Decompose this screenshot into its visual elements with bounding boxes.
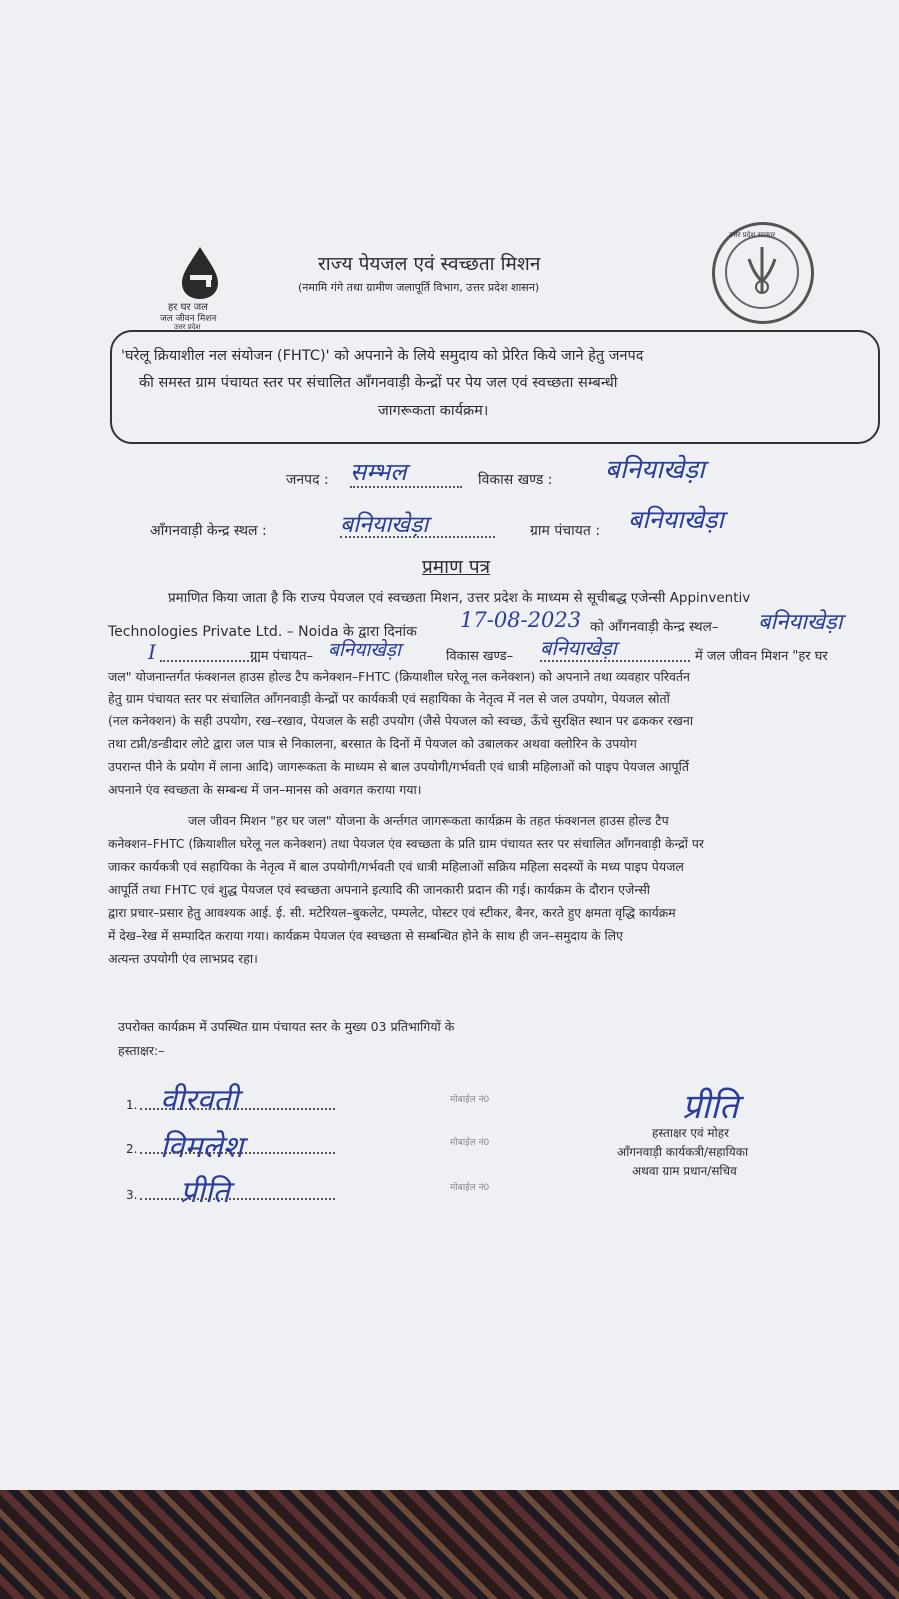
p1-line-5: हेतु ग्राम पंचायत स्तर पर संचालित आँगनवाड़ी केन्द्रों पर कार्यकत्री एवं सहायिका के नेतृत्व में नल से जल उपयोग, पेयजल स्रोतों [108,691,670,706]
p2-line-5: द्वारा प्रचार–प्रसार हेतु आवश्यक आई. ई. सी. मटेरियल–बुकलेट, पम्पलेट, पोस्टर एवं स्टीकर, बैनर, करते हुए क्षमता वृद्धि कार्यक्रम [108,906,676,920]
up-government-seal [712,222,814,324]
anganwadi-signature: प्रीति [682,1087,739,1127]
p1-line-2: Technologies Private Ltd. – Noida के द्वारा दिनांक [108,624,417,640]
participant-2-line [140,1152,335,1154]
participant-3-number: 3. [126,1188,138,1202]
logo-text-1: हर घर जल [168,302,208,313]
p2-line-6: में देख–रेख में सम्पादित कराया गया। कार्यक्रम पेयजल एंव स्वच्छता से सम्बन्धित होने के साथ ही जन–समुदाय के लिए [108,929,623,943]
participant-2-number: 2. [126,1142,138,1156]
background-fabric [0,1490,899,1599]
signatory-line-1: हस्ताक्षर एवं मोहर [652,1126,730,1140]
anganwadi-label: आँगनवाड़ी केन्द्र स्थल : [150,523,267,539]
participant-3-line [140,1198,335,1200]
program-date: 17-08-2023 [460,608,582,632]
p2-line-4: आपूर्ति तथा FHTC एवं शुद्ध पेयजल एवं स्वच्छता अपनाने इत्यादि की जानकारी प्रदान की गई। कार्यक्रम के दौरान एजेन्सी [108,882,651,897]
p1-line-3b: विकास खण्ड– [446,649,514,664]
logo-text-2: जल जीवन मिशन [160,314,217,324]
p1-line-2b: को आँगनवाड़ी केन्द्र स्थल– [590,619,719,635]
p1-handwritten-i: I [148,640,156,664]
participant-1-mobile: मोबाईल नं0 [450,1095,490,1105]
banner-line-2: की समस्त ग्राम पंचायत स्तर पर संचालित आँगनवाड़ी केन्द्रों पर पेय जल एवं स्वच्छता सम्बन्धी [139,375,618,391]
participant-2-signature: विमलेश [160,1130,244,1165]
participant-2-mobile: मोबाईल नं0 [450,1138,490,1148]
p1-line-4: जल" योजनान्तर्गत फंक्शनल हाउस होल्ड टैप कनेक्शन–FHTC (क्रियाशील घरेलू नल कनेक्शन) को अपनाने तथा व्यवहार परिवर्तन [108,669,690,684]
vikas-khand-value: बनियाखेड़ा [605,455,705,485]
anganwadi-value: बनियाखेड़ा [340,512,429,538]
p1-line-1: प्रमाणित किया जाता है कि राज्य पेयजल एवं स्वच्छता मिशन, उत्तर प्रदेश के माध्यम से सूचीबद्ध एजेन्सी Appinventiv [168,590,751,606]
gram-panchayat-label: ग्राम पंचायत : [530,523,601,539]
p2-line-7: अत्यन्त उपयोगी एंव लाभप्रद रहा। [108,951,258,966]
p1-line-8: उपरान्त पीने के प्रयोग में लाना आदि) जागरूकता के माध्यम से बाल उपयोगी/गर्भवती एवं धात्री महिलाओं को पाइप पेयजल आपूर्ति [108,759,690,774]
p2-line-1: जल जीवन मिशन "हर घर जल" योजना के अर्न्तगत जागरूकता कार्यक्रम के तहत फंक्शनल हाउस होल्ड टैप [188,813,669,828]
signatory-line-3: अथवा ग्राम प्रधान/सचिव [632,1164,737,1178]
signatory-line-2: आँगनवाड़ी कार्यकत्री/सहायिका [617,1145,749,1159]
janpad-dotted-line [350,486,462,488]
p2-line-2: कनेक्शन–FHTC (क्रियाशील घरेलू नल कनेक्शन) तथा पेयजल एंव स्वच्छता के प्रति ग्राम पंचायत स्तर पर संचालित आँगनवाड़ी केन्द्रों पर [108,837,704,851]
participant-1-signature: वीरवती [160,1083,239,1118]
participant-3-signature: प्रीति [180,1175,230,1210]
janpad-label: जनपद : [286,472,329,488]
p1-gram-value: बनियाखेड़ा [328,639,401,661]
p1-line-3c: में जल जीवन मिशन "हर घर [695,649,828,664]
page-subtitle: (नमामि गंगे तथा ग्रामीण जलापूर्ति विभाग, उत्तर प्रदेश शासन) [298,281,540,294]
participant-1-line [140,1108,335,1110]
p1-dotted-1 [160,660,260,662]
logo-text-3: उत्तर प्रदेश [174,323,201,331]
seal-text: उत्तर प्रदेश सरकार [729,231,776,239]
p1-anganwadi-value: बनियाखेड़ा [758,610,843,635]
p1-line-3a: ग्राम पंचायत– [250,649,314,664]
vikas-khand-label: विकास खण्ड : [478,472,553,488]
participant-1-number: 1. [126,1098,138,1112]
p1-line-6: (नल कनेक्शन) के सही उपयोग, रख–रखाव, पेयजल के सही उपयोग (जैसे पेयजल को स्वच्छ, ऊँचे सुरक्षित स्थान पर ढककर रखना [108,713,694,728]
p1-line-7: तथा टप्नी/डन्डीदार लोटे द्वारा जल पात्र से निकालना, बरसात के दिनों में पेयजल को उबालकर अथवा क्लोरिन के उपयोग [108,736,637,751]
certificate-title: प्रमाण पत्र [422,556,491,578]
anganwadi-dotted-line [340,536,495,538]
participant-3-mobile: मोबाईल नं0 [450,1183,490,1193]
p1-dotted-2 [540,660,690,662]
har-ghar-jal-logo [160,245,240,335]
gram-panchayat-value: बनियाखेड़ा [628,505,724,534]
banner-line-3: जागरूकता कार्यक्रम। [378,403,489,419]
water-drop-icon [160,245,240,301]
page-title: राज्य पेयजल एवं स्वच्छता मिशन [318,253,541,275]
p2-line-3: जाकर कार्यकत्री एवं सहायिका के नेतृत्व में बाल उपयोगी/गर्भवती एवं धात्री महिलाओं सक्रिय महिला सदस्यों के मध्य पाइप पेयजल [108,859,684,874]
banner-line-1: 'घरेलू क्रियाशील नल संयोजन (FHTC)' को अपनाने के लिये समुदाय को प्रेरित किये जाने हेतु जनपद [121,348,644,364]
janpad-value: सम्भल [350,458,407,486]
p1-vikas-value: बनियाखेड़ा [540,636,617,660]
participants-signature-label: हस्ताक्षर:– [118,1043,165,1058]
participants-intro: उपरोक्त कार्यक्रम में उपस्थित ग्राम पंचायत स्तर के मुख्य 03 प्रतिभागियों के [118,1019,455,1034]
p1-line-9: अपनाने एंव स्वच्छता के सम्बन्ध में जन–मानस को अवगत कराया गया। [108,782,422,797]
seal-emblem-icon [725,235,799,309]
